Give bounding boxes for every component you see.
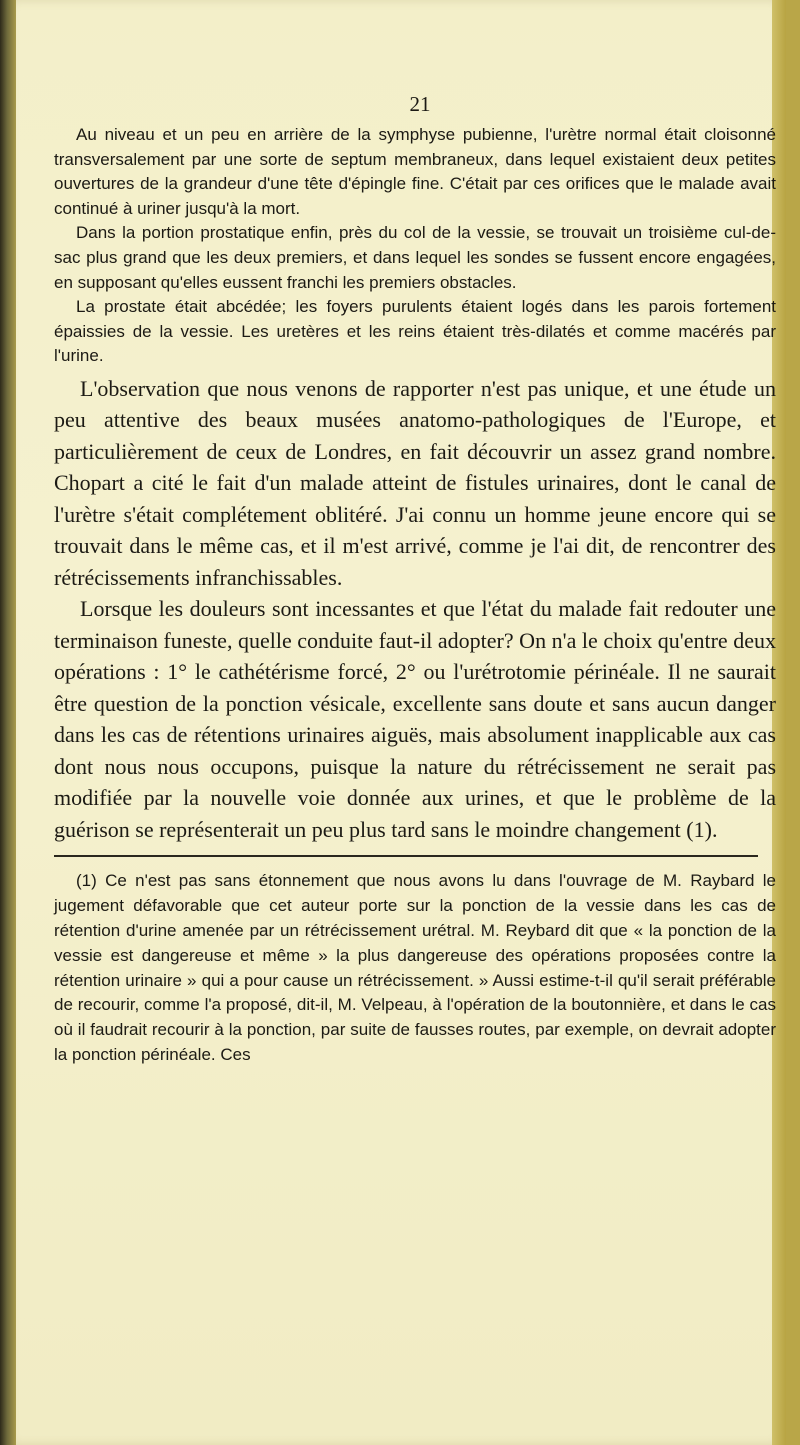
paragraph-prostatic-portion: Dans la portion prostatique enfin, près du col de la vessie, se trouvait un troisième cul-de-sac plus grand que les deux premiers, et dans lequel les sondes se fussent encore engagées, en supposant qu'elles eussent franchi les premiers obstacles. bbox=[54, 223, 776, 292]
paragraph-operations: Lorsque les douleurs sont incessantes et que l'état du malade fait redouter une terminaison funeste, quelle conduite faut-il adopter? On n'a le choix qu'entre deux opérations : 1° le cathétérisme forcé, 2° ou l'urétrotomie périnéale. Il ne saurait être question de la ponction vésicale, excellente sans doute et sans aucun danger dans les cas de rétentions urinaires aiguës, mais absolument inapplicable aux cas dont nous nous occupons, puisque la nature du rétrécissement ne serait pas modifiée par la nouvelle voie donnée aux urines, et que le problème de la guérison se représenterait un peu plus tard sans le moindre changement (1). bbox=[54, 596, 776, 842]
footnote: (1) Ce n'est pas sans étonnement que nous avons lu dans l'ouvrage de M. Raybard le jugement défavorable que cet auteur porte sur la ponction de la vessie dans les cas de rétention d'urine amenée par un rétrécissement urétral. M. Reybard dit que « la ponction de la vessie est dangereuse et même » la plus dangereuse des opérations proposées contre la rétention urinaire » qui a pour cause un rétrécissement. » Aussi estime-t-il qu'il serait préférable de recourir, comme l'a proposé, dit-il, M. Velpeau, à l'opération de la boutonnière, et dans le cas où il faudrait recourir à la ponction, par suite de fausses routes, par exemple, on devrait adopter la ponction périnéale. Ces bbox=[54, 871, 776, 1065]
paragraph-urethra-septum: Au niveau et un peu en arrière de la symphyse pubienne, l'urètre normal était cloisonné transversalement par une sorte de septum membraneux, dans lequel existaient deux petites ouvertures de la grandeur d'une tête d'épingle fine. C'était par ces orifices que le malade avait continué à uriner jusqu'à la mort. bbox=[54, 125, 776, 218]
footnote-rule bbox=[54, 855, 758, 857]
book-page bbox=[16, 0, 786, 1445]
paragraph-observation: L'observation que nous venons de rapporter n'est pas unique, et une étude un peu attentive des beaux musées anatomo-pathologiques de l'Europe, et particulièrement de ceux de Londres, en fait découvrir un assez grand nombre. Chopart a cité le fait d'un malade atteint de fistules urinaires, dont le canal de l'urètre s'était complétement oblitéré. J'ai connu un homme jeune encore qui se trouvait dans le même cas, et il m'est arrivé, comme je l'ai dit, de rencontrer des rétrécissements infranchissables. bbox=[54, 375, 776, 590]
page-content bbox=[54, 92, 776, 1068]
book-binding bbox=[0, 0, 16, 1445]
paragraph-prostate-abscess: La prostate était abcédée; les foyers purulents étaient logés dans les parois fortement épaissies de la vessie. Les uretères et les reins étaient très-dilatés et comme macérés par l'urine. bbox=[54, 297, 776, 366]
page-number: 21 bbox=[409, 92, 431, 116]
